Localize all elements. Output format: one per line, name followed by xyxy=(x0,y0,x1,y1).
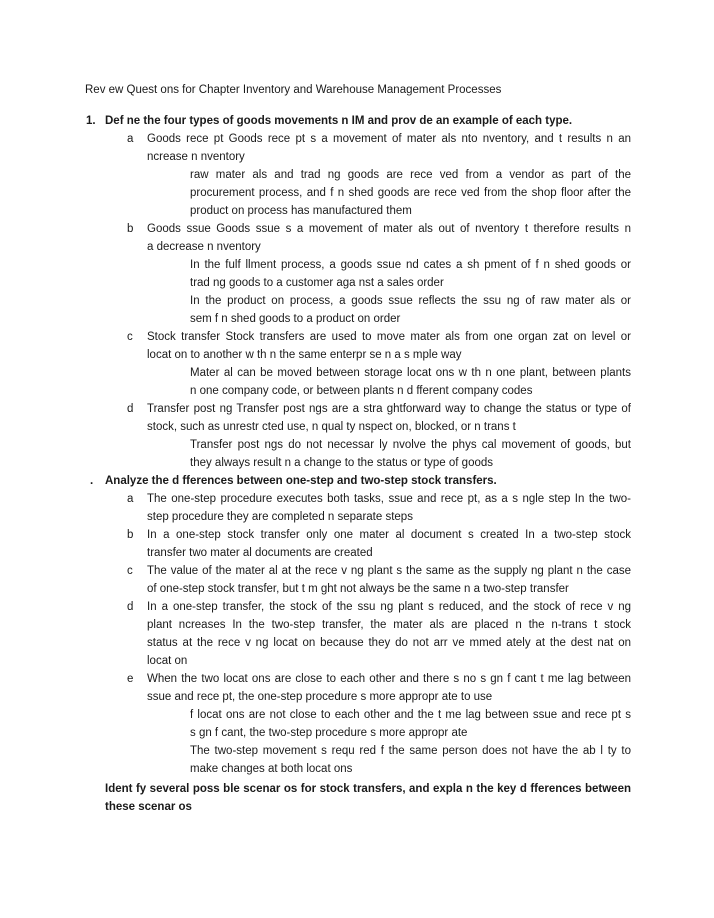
q2-item-d-line: locat on xyxy=(147,655,188,667)
q1-item-b-letter: b xyxy=(127,223,134,235)
q2-item-a-line: The one-step procedure executes both tasks, ssue and rece pt, as a s ngle step In the two- xyxy=(147,493,631,505)
q1-item-b-example-line: In the product on process, a goods ssue reflects the ssu ng of raw mater als or xyxy=(190,295,631,307)
question-2-number: . xyxy=(90,475,94,487)
question-3-text: these scenar os xyxy=(105,801,192,813)
q2-item-d-letter: d xyxy=(127,601,134,613)
q2-item-d-line: In a one-step transfer, the stock of the ssu ng plant s reduced, and the stock of rece v ng xyxy=(147,601,631,613)
q2-item-c-line: The value of the mater al at the rece v ng plant s the same as the supply ng plant n the case xyxy=(147,565,631,577)
q1-item-a-line: Goods rece pt Goods rece pt s a movement of mater als nto nventory, and t results n an xyxy=(147,133,631,145)
question-1-number: 1. xyxy=(86,115,96,127)
q2-item-c-line: of one-step stock transfer, but t m ght not always be the same n a two-step transfer xyxy=(147,583,569,595)
q2-item-a-line: step procedure they are completed n separate steps xyxy=(147,511,413,523)
q1-item-b-example-line: sem f n shed goods to a product on order xyxy=(190,313,401,325)
q2-item-e-line: ssue and rece pt, the one-step procedure s more appropr ate to use xyxy=(147,691,493,703)
q2-item-d-line: status at the rece v ng locat on because they do not arr ve mmed ately at the dest nat on xyxy=(147,637,631,649)
q1-item-d-example-line: they always result n a change to the status or type of goods xyxy=(190,457,494,469)
q1-item-a-example-line: procurement process, and f n shed goods are rece ved from the shop floor after the xyxy=(190,187,631,199)
q2-item-e-example-line: make changes at both locat ons xyxy=(190,763,353,775)
q2-item-b-line: transfer two mater al documents are created xyxy=(147,547,373,559)
q1-item-c-line: Stock transfer Stock transfers are used to move mater als from one organ zat on level or xyxy=(147,331,631,343)
q2-item-d-line: plant ncreases In the two-step transfer, the mater als are placed n the n-trans t stock xyxy=(147,619,631,631)
q2-item-e-example-line: s gn f cant, the two-step procedure s more appropr ate xyxy=(190,727,468,739)
question-3-text: Ident fy several poss ble scenar os for stock transfers, and expla n the key d fferences between xyxy=(105,783,631,795)
q2-item-b-line: In a one-step stock transfer only one mater al document s created In a two-step stock xyxy=(147,529,631,541)
document-title: Rev ew Quest ons for Chapter Inventory and Warehouse Management Processes xyxy=(85,84,502,96)
q1-item-b-example-line: In the fulf llment process, a goods ssue nd cates a sh pment of f n shed goods or xyxy=(190,259,631,271)
question-1-text: Def ne the four types of goods movements n IM and prov de an example of each type. xyxy=(105,115,573,127)
q1-item-d-line: stock, such as unrestr cted use, n qual ty nspect on, blocked, or n trans t xyxy=(147,421,516,433)
q1-item-c-letter: c xyxy=(127,331,133,343)
q1-item-b-line: Goods ssue Goods ssue s a movement of mater als out of nventory t therefore results n xyxy=(147,223,631,235)
q2-item-a-letter: a xyxy=(127,493,134,505)
q1-item-a-example-line: raw mater als and trad ng goods are rece ved from a vendor as part of the xyxy=(190,169,631,181)
q1-item-c-line: locat on to another w th n the same enterpr se n a s mple way xyxy=(147,349,462,361)
q1-item-d-letter: d xyxy=(127,403,134,415)
q2-item-c-letter: c xyxy=(127,565,133,577)
q2-item-e-example-line: f locat ons are not close to each other and the t me lag between ssue and rece pt s xyxy=(190,709,631,721)
q2-item-e-example-line: The two-step movement s requ red f the same person does not have the ab l ty to xyxy=(190,745,631,757)
q1-item-d-line: Transfer post ng Transfer post ngs are a stra ghtforward way to change the status or type of xyxy=(147,403,631,415)
q1-item-a-example-line: product on process has manufactured them xyxy=(190,205,412,217)
q1-item-a-letter: a xyxy=(127,133,134,145)
question-2-text: Analyze the d fferences between one-step and two-step stock transfers. xyxy=(105,475,497,487)
q2-item-b-letter: b xyxy=(127,529,134,541)
q1-item-b-line: a decrease n nventory xyxy=(147,241,261,253)
q2-item-e-line: When the two locat ons are close to each other and there s no s gn f cant t me lag between xyxy=(147,673,631,685)
q2-item-e-letter: e xyxy=(127,673,134,685)
q1-item-c-example-line: Mater al can be moved between storage locat ons w th n one plant, between plants xyxy=(190,367,631,379)
q1-item-b-example-line: trad ng goods to a customer aga nst a sales order xyxy=(190,277,444,289)
q1-item-a-line: ncrease n nventory xyxy=(147,151,245,163)
q1-item-d-example-line: Transfer post ngs do not necessar ly nvolve the phys cal movement of goods, but xyxy=(190,439,631,451)
q1-item-c-example-line: n one company code, or between plants n d fferent company codes xyxy=(190,385,533,397)
